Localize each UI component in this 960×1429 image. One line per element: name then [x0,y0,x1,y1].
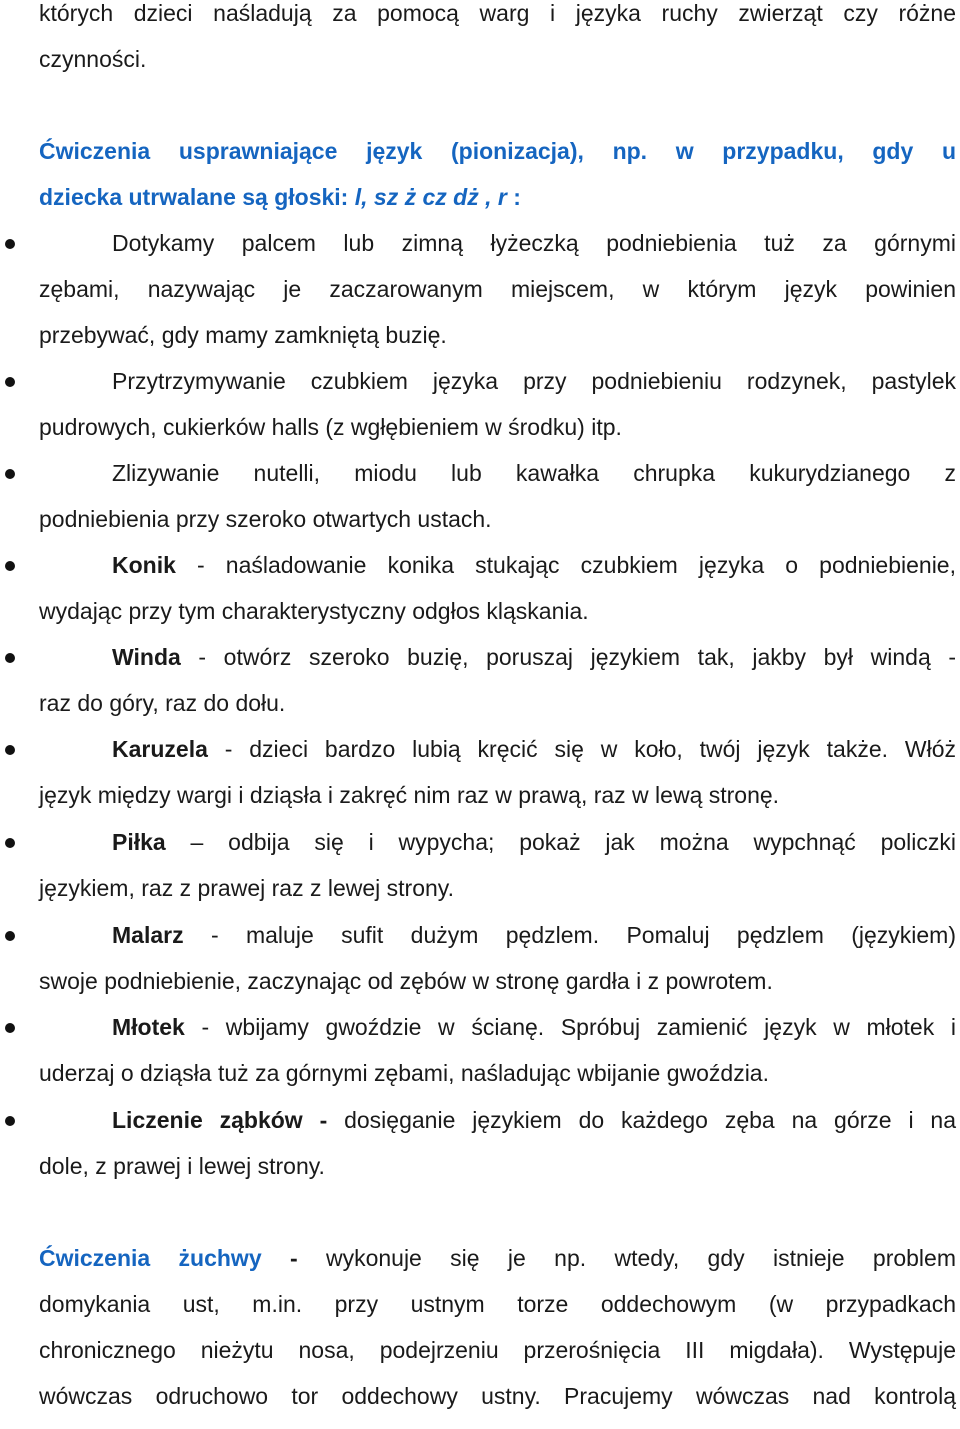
bullet-icon [5,239,15,249]
list-item-continuation: przebywać, gdy mamy zamkniętą buzię. [39,322,447,348]
jaw-paragraph-line: chronicznego nieżytu nosa, podejrzeniu przerośnięcia III migdała). Występuje [39,1337,956,1363]
section-heading-tongue-line-2: dziecka utrwalane są głoski: l, sz ż cz dż , r : [39,184,521,210]
jaw-paragraph-line: wówczas odruchowo tor oddechowy ustny. Pracujemy wówczas nad kontrolą [39,1383,956,1409]
list-item-karuzela: Karuzela - dzieci bardzo lubią kręcić się w koło, twój język także. Włóż [112,736,956,762]
bullet-icon [5,1023,15,1033]
bullet-icon [5,838,15,848]
list-item-pilka: Piłka – odbija się i wypycha; pokaż jak można wypchnąć policzki [112,829,956,855]
list-item-continuation: zębami, nazywając je zaczarowanym miejscem, w którym język powinien [39,276,956,302]
list-item-continuation: wydając przy tym charakterystyczny odgłos kląskania. [39,598,589,624]
intro-line-1: których dzieci naśladują za pomocą warg i języka ruchy zwierząt czy różne [39,0,956,26]
list-item-liczenie-zabkow: Liczenie ząbków - dosięganie językiem do każdego zęba na górze i na [112,1107,957,1133]
list-item-continuation: językiem, raz z prawej raz z lewej strony. [39,875,454,901]
bullet-icon [5,745,15,755]
list-item-winda: Winda - otwórz szeroko buzię, poruszaj językiem tak, jakby był windą - [112,644,956,670]
intro-line-2: czynności. [39,46,147,72]
bullet-icon [5,377,15,387]
bullet-icon [5,1116,15,1126]
jaw-paragraph-line: domykania ust, m.in. przy ustnym torze oddechowym (w przypadkach [39,1291,956,1317]
list-item-continuation: podniebienia przy szeroko otwartych ustach. [39,506,492,532]
section-heading-jaw: Ćwiczenia żuchwy - wykonuje się je np. wtedy, gdy istnieje problem [39,1245,956,1271]
list-item-continuation: dole, z prawej i lewej strony. [39,1153,325,1179]
list-item-malarz: Malarz - maluje sufit dużym pędzlem. Pomaluj pędzlem (językiem) [112,922,956,948]
list-item: Przytrzymywanie czubkiem języka przy podniebieniu rodzynek, pastylek [112,368,956,394]
list-item: Dotykamy palcem lub zimną łyżeczką podniebienia tuż za górnymi [112,230,956,256]
list-item-continuation: swoje podniebienie, zaczynając od zębów w stronę gardła i z powrotem. [39,968,773,994]
bullet-icon [5,561,15,571]
list-item: Zlizywanie nutelli, miodu lub kawałka chrupka kukurydzianego z [112,460,956,486]
bullet-icon [5,931,15,941]
bullet-icon [5,469,15,479]
bullet-icon [5,653,15,663]
list-item-continuation: język między wargi i dziąsła i zakręć nim raz w prawą, raz w lewą stronę. [39,782,780,808]
list-item-continuation: raz do góry, raz do dołu. [39,690,286,716]
list-item-continuation: uderzaj o dziąsła tuż za górnymi zębami, naśladując wbijanie gwoździa. [39,1060,769,1086]
list-item-continuation: pudrowych, cukierków halls (z wgłębieniem w środku) itp. [39,414,622,440]
section-heading-tongue: Ćwiczenia usprawniające język (pionizacja), np. w przypadku, gdy u [39,138,956,164]
list-item-mlotek: Młotek - wbijamy gwoździe w ścianę. Spróbuj zamienić język w młotek i [112,1014,956,1040]
list-item-konik: Konik - naśladowanie konika stukając czubkiem języka o podniebienie, [112,552,956,578]
